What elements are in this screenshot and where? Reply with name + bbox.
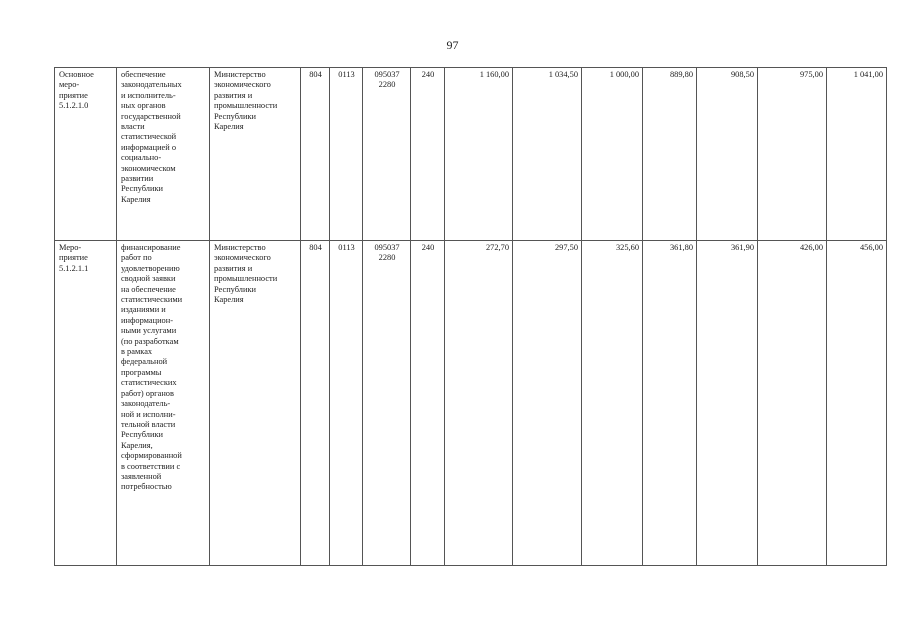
value-cell: 1 000,00	[582, 68, 643, 241]
value-cell: 1 041,00	[827, 68, 887, 241]
executor-cell: Министерство экономического развития и промышленности Республики Карелия	[210, 241, 301, 566]
value-cell: 908,50	[697, 68, 758, 241]
grbs-cell: 804	[301, 68, 330, 241]
value-cell: 426,00	[758, 241, 827, 566]
table-row	[55, 68, 887, 241]
event-name-cell: финансирование работ по удовлетворению сводной заявки на обеспечение статистическими изданиями и информацион- ными услугами (по разработкам в рамках федеральной программы статистических работ) органов законодатель- ной и исполни- тельной власти Республики Карелия, сформированной в соответствии с заявленной потребностью	[117, 241, 210, 566]
value-cell: 889,80	[643, 68, 697, 241]
csr-cell: 095037 2280	[363, 241, 411, 566]
budget-table	[54, 67, 887, 566]
page-number: 97	[446, 38, 459, 52]
value-cell: 361,80	[643, 241, 697, 566]
event-code-cell: Основное меро- приятие 5.1.2.1.0	[55, 68, 117, 241]
event-code-cell: Меро- приятие 5.1.2.1.1	[55, 241, 117, 566]
table-row	[55, 241, 887, 566]
value-cell: 297,50	[513, 241, 582, 566]
value-cell: 272,70	[445, 241, 513, 566]
value-cell: 1 034,50	[513, 68, 582, 241]
vr-cell: 240	[411, 241, 445, 566]
value-cell: 456,00	[827, 241, 887, 566]
value-cell: 361,90	[697, 241, 758, 566]
executor-cell: Министерство экономического развития и промышленности Республики Карелия	[210, 68, 301, 241]
rzpr-cell: 0113	[330, 241, 363, 566]
rzpr-cell: 0113	[330, 68, 363, 241]
csr-cell: 095037 2280	[363, 68, 411, 241]
vr-cell: 240	[411, 68, 445, 241]
event-name-cell: обеспечение законодательных и исполнитель- ных органов государственной власти статистической информацией о социально- экономическом развитии Республики Карелия	[117, 68, 210, 241]
value-cell: 325,60	[582, 241, 643, 566]
grbs-cell: 804	[301, 241, 330, 566]
value-cell: 975,00	[758, 68, 827, 241]
value-cell: 1 160,00	[445, 68, 513, 241]
